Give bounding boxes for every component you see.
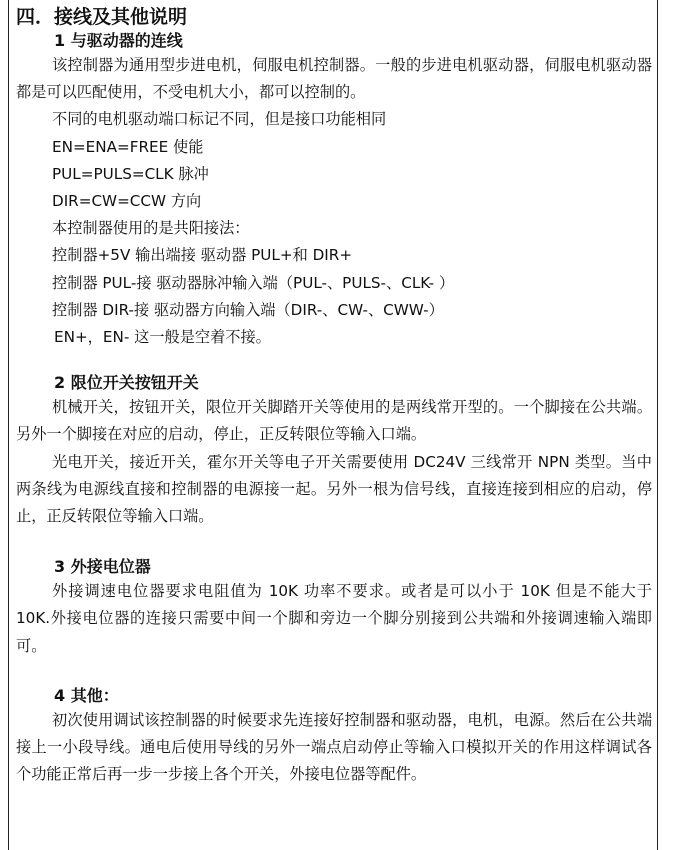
text-line: 不同的电机驱动端口标记不同，但是接口功能相同 bbox=[52, 110, 387, 129]
document-body bbox=[16, 4, 652, 788]
text-line: 控制器 PUL-接 驱动器脉冲输入端（PUL-、PULS-、CLK- ） bbox=[52, 273, 455, 292]
text-line: EN=ENA=FREE 使能 bbox=[52, 137, 204, 156]
paragraph: 光电开关，接近开关，霍尔开关等电子开关需要使用 DC24V 三线常开 NPN 类型。当中两条线为电源线直接和控制器的电源接一起。另外一根为信号线，直接连接到相应的启动，停止，正反转限位等输入口端。 bbox=[16, 452, 652, 526]
subsection-title-limit-switches: 2 限位开关按钮开关 bbox=[54, 373, 199, 393]
subsection-title-potentiometer: 3 外接电位器 bbox=[54, 557, 151, 577]
paragraph: 初次使用调试该控制器的时候要求先连接好控制器和驱动器，电机，电源。然后在公共端接上一小段导线。通电后使用导线的另外一端点启动停止等输入口模拟开关的作用这样调试各个功能正常后再一步一步接上各个开关，外接电位器等配件。 bbox=[16, 710, 652, 784]
paragraph: 外接调速电位器要求电阻值为 10K 功率不要求。或者是可以小于 10K 但是不能大于 10K.外接电位器的连接只需要中间一个脚和旁边一个脚分别接到公共端和外接调速输入端即可。 bbox=[16, 582, 652, 655]
subsection-title-other: 4 其他： bbox=[54, 685, 119, 705]
section-heading: 四．接线及其他说明 bbox=[16, 6, 188, 28]
text-line: 本控制器使用的是共阳接法： bbox=[52, 219, 250, 238]
text-line: DIR=CW=CCW 方向 bbox=[52, 192, 202, 211]
paragraph: 机械开关，按钮开关，限位开关脚踏开关等使用的是两线常开型的。一个脚接在公共端。另外一个脚接在对应的启动，停止，正反转限位等输入口端。 bbox=[16, 398, 652, 444]
text-line: EN+，EN- 这一般是空着不接。 bbox=[54, 328, 271, 347]
text-line: 控制器 DIR-接 驱动器方向输入端（DIR-、CW-、CWW-） bbox=[52, 300, 444, 319]
text-line: PUL=PULS=CLK 脉冲 bbox=[52, 164, 209, 183]
text-line: 控制器+5V 输出端接 驱动器 PUL+和 DIR+ bbox=[52, 246, 353, 265]
paragraph: 该控制器为通用型步进电机，伺服电机控制器。一般的步进电机驱动器，伺服电机驱动器都是可以匹配使用，不受电机大小，都可以控制的。 bbox=[16, 56, 652, 102]
subsection-title-driver-wiring: 1 与驱动器的连线 bbox=[54, 31, 183, 50]
